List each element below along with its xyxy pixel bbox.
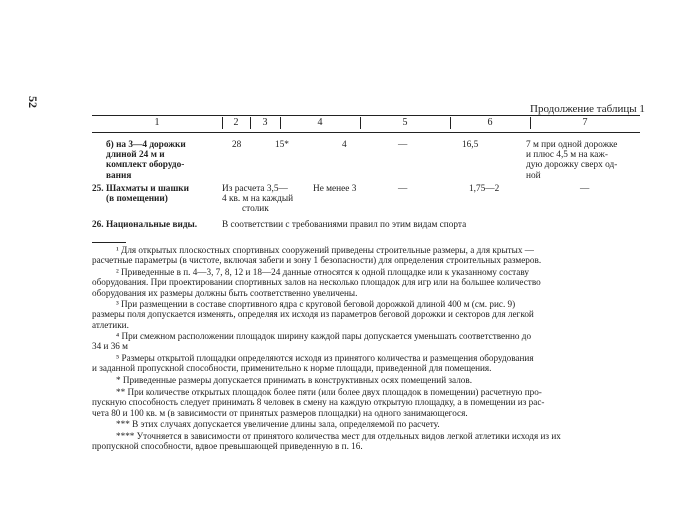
header-col-6: 6 xyxy=(487,117,493,128)
header-col-5: 5 xyxy=(402,117,408,128)
row-25-name: 25. Шахматы и шашки (в помещении) xyxy=(92,184,190,205)
footnote-1: ¹ Для открытых плоскостных спортивных сооружений приведены строительные размеры, а для крытых — расчетные параметры (в чистоте, включая забеги и зону 1 безопасности) для определения строительных размеров. xyxy=(92,245,542,266)
row-25-col7: — xyxy=(580,184,590,194)
header-col-7: 7 xyxy=(582,117,588,128)
row-25-col4: Не менее 3 xyxy=(313,184,357,194)
footnote-5: ⁵ Размеры открытой площадки определяются исходя из принятого количества и размещения оборудования и заданной пропускной способности, применительно к норме площади, приведенной для помещения. xyxy=(92,353,534,374)
row-b-col2: 28 xyxy=(232,140,242,150)
footnote-separator xyxy=(92,242,126,243)
row-b-col7: 7 м при одной дорожке и плюс 4,5 м на каж- дую дорожку сверх од- ной xyxy=(526,140,618,181)
footnote-2: ² Приведенные в п. 4—3, 7, 8, 12 и 18—24 данные относятся к одной площадке или к указанному составу оборудования. При проектировании спортивных залов на несколько площадок для игр или на большее количество оборудования их размеры должны быть соответственно увеличены. xyxy=(92,267,541,298)
row-b-col3: 15* xyxy=(275,140,289,150)
footnote-star-1: * Приведенные размеры допускается принимать в конструктивных осях помещений залов. xyxy=(116,375,473,385)
row-25-col23: Из расчета 3,5— 4 кв. м на каждый столик xyxy=(222,184,294,215)
table-header-row xyxy=(92,115,640,133)
footnote-4: ⁴ При смежном расположении площадок ширину каждой пары допускается уменьшать соответственно до 34 и 36 м xyxy=(92,331,532,352)
header-col-3: 3 xyxy=(262,117,268,128)
row-b-name: б) на 3—4 дорожки длиной 24 м и комплект оборудо- вания xyxy=(106,140,186,181)
footnote-3: ³ При размещении в составе спортивного ядра с круговой беговой дорожкой длиной 400 м (см. рис. 9) размеры поля допускается изменять, определяя их исходя из параметров беговой дорожки и секторов для легкой атлетики. xyxy=(92,299,534,330)
header-col-1: 1 xyxy=(154,117,160,128)
row-b-col6: 16,5 xyxy=(462,140,479,150)
row-b-col4: 4 xyxy=(342,140,347,150)
footnote-star-3: *** В этих случаях допускается увеличение длины зала, определяемой по расчету. xyxy=(116,419,440,429)
footnote-star-2: ** При количестве открытых площадок более пяти (или более двух площадок в помещении) расчетную про- пускную способность следует принимать 8 человек в смену на каждую открытую площадку, а в помещении из рас- чета 80 и 100 кв. м (в зависимости от принятых размеров площадки) на одного занимающегося. xyxy=(92,387,545,418)
footnote-star-4: **** Уточняется в зависимости от принятого количества мест для отдельных видов легкой атлетики исходя из их пропускной способности, вдвое превышающей приведенную в п. 16. xyxy=(92,431,561,452)
row-b-col5: — xyxy=(398,140,408,150)
row-26-name: 26. Национальные виды. xyxy=(92,220,198,230)
header-col-2: 2 xyxy=(233,117,239,128)
continued-label: Продолжение таблицы 1 xyxy=(530,103,645,115)
header-col-4: 4 xyxy=(317,117,323,128)
page-number: 52 xyxy=(26,96,40,108)
row-25-col5: — xyxy=(398,184,408,194)
row-26-span: В соответствии с требованиями правил по этим видам спорта xyxy=(222,220,467,230)
row-25-col6: 1,75—2 xyxy=(469,184,500,194)
